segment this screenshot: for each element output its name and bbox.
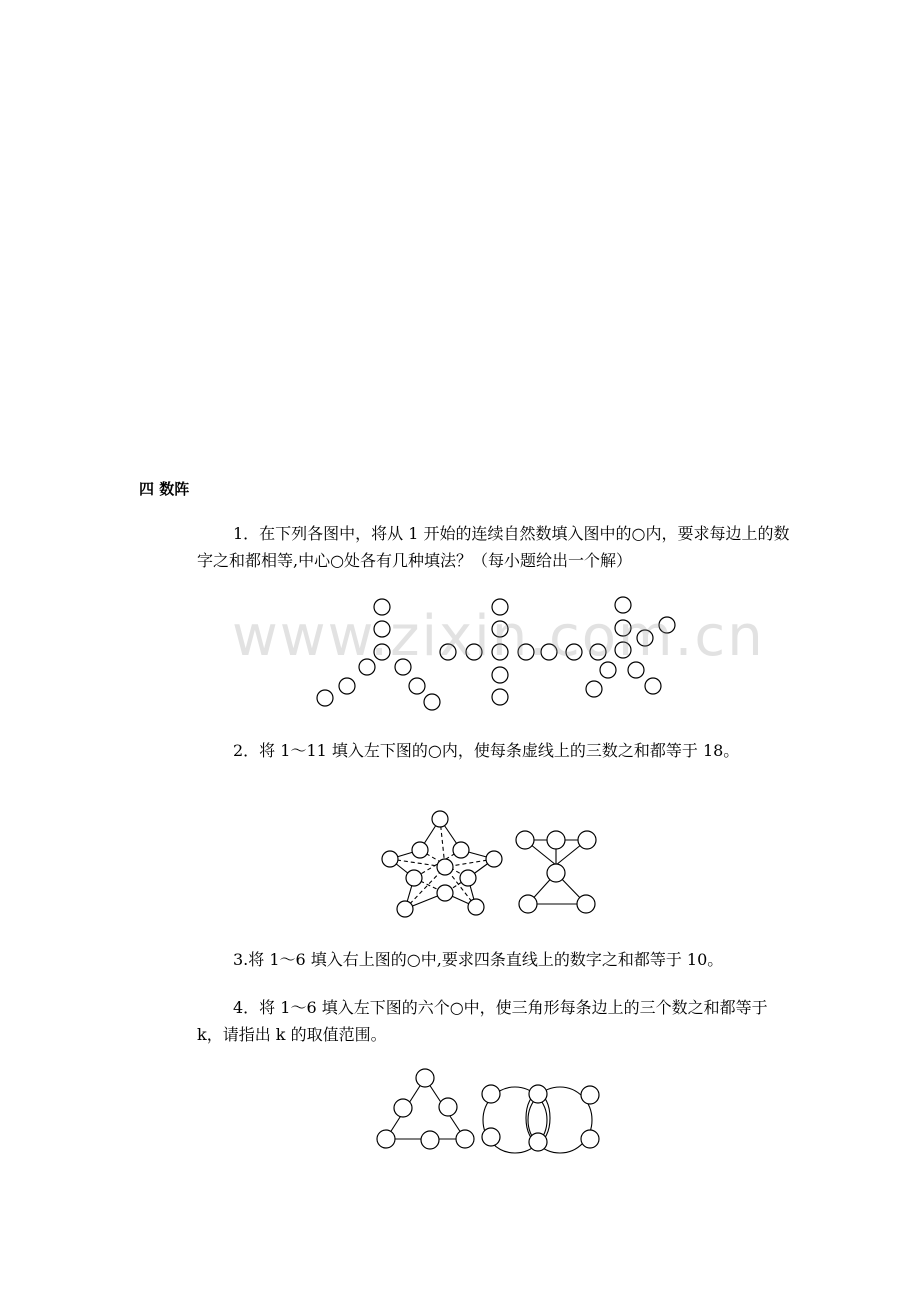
problem-3 xyxy=(197,946,817,973)
section-title: 四 数阵 xyxy=(139,480,190,498)
problem-4-text: 4．将 1～6 填入左下图的六个○中，使三角形每条边上的三个数之和都等于 k，请指出 k 的取值范围。 xyxy=(197,998,768,1044)
problem-3-text: 3.将 1～6 填入右上图的○中,要求四条直线上的数字之和都等于 10。 xyxy=(233,950,724,969)
figure-2a-star xyxy=(382,811,502,917)
figure-1b xyxy=(440,599,557,705)
figure-1a xyxy=(317,599,440,710)
figure-2-diagrams xyxy=(370,805,610,925)
problem-1 xyxy=(197,520,797,574)
figure-3a-triangle xyxy=(377,1069,474,1149)
figure-2b-bowtie xyxy=(516,831,596,913)
watermark: www.zixin.com.cn xyxy=(232,604,765,669)
problem-2-text: 2．将 1～11 填入左下图的○内，使每条虚线上的三数之和都等于 18。 xyxy=(233,741,740,760)
problem-1-text: 1．在下列各图中，将从 1 开始的连续自然数填入图中的○内，要求每边上的数字之和都相等,中心○处各有几种填法？（每小题给出一个解） xyxy=(197,524,790,570)
problem-4 xyxy=(197,994,797,1048)
figure-1-arrangements xyxy=(300,590,700,720)
figure-3b-ellipses xyxy=(482,1085,599,1153)
figure-1c xyxy=(566,597,675,697)
problem-2 xyxy=(197,737,797,764)
figure-3-diagrams xyxy=(370,1062,610,1162)
